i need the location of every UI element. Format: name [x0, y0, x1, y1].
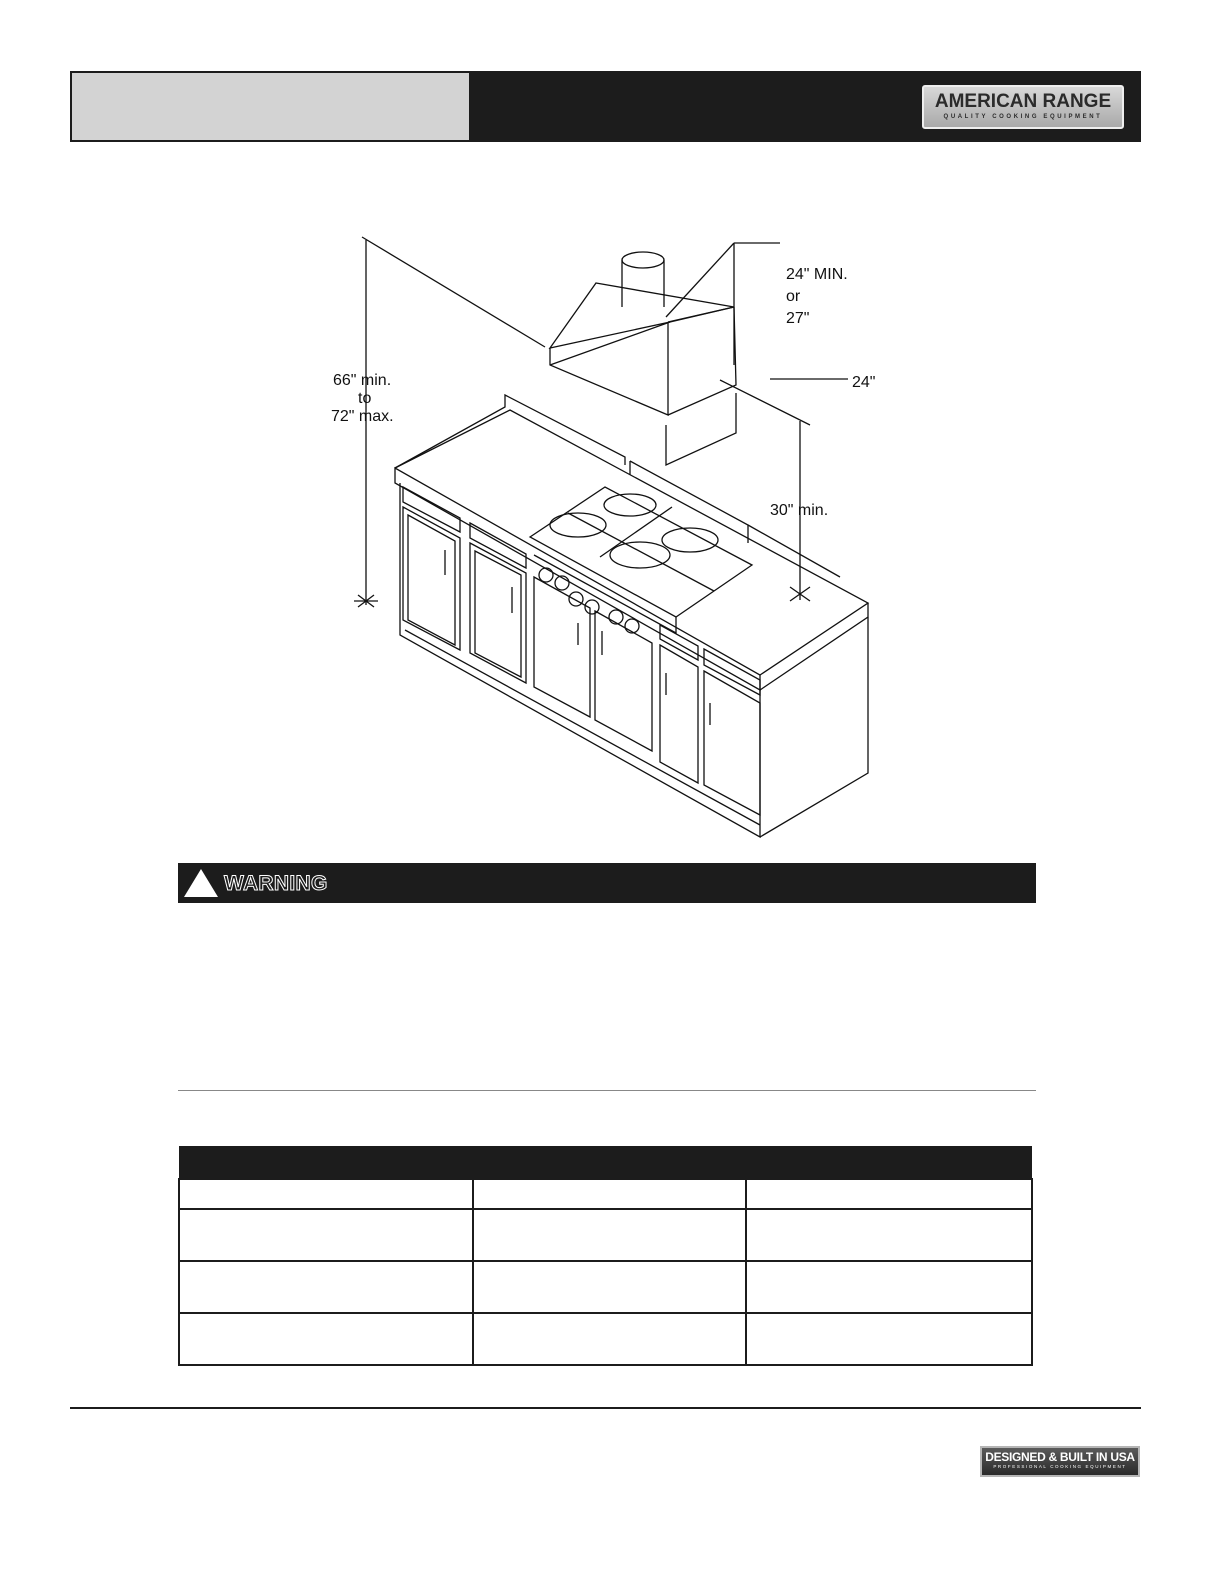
- hood: [550, 252, 736, 415]
- designed-built-usa-badge: [980, 1446, 1140, 1477]
- header-title-panel: [72, 73, 469, 140]
- counter: [395, 395, 868, 837]
- page-header: [70, 71, 1141, 142]
- height-label-line2: to: [358, 390, 372, 407]
- specification-table: [178, 1146, 1033, 1366]
- hood-label-line3: 27": [786, 310, 810, 327]
- table-cell: [473, 1261, 746, 1313]
- table-row: [179, 1313, 1032, 1365]
- depth-label: 24": [852, 374, 876, 391]
- logo-text: AMERICAN RANGE: [934, 91, 1112, 112]
- table-cell: [179, 1313, 473, 1365]
- logo-tagline: QUALITY COOKING EQUIPMENT: [943, 114, 1103, 120]
- height-leader-line: [362, 237, 545, 347]
- badge-text: DESIGNED & BUILT IN USA: [985, 1450, 1135, 1464]
- table-row: [179, 1179, 1032, 1209]
- table-row: [179, 1209, 1032, 1261]
- table-cell: [473, 1179, 746, 1209]
- table-cell: [473, 1209, 746, 1261]
- table-cell: [746, 1179, 1032, 1209]
- warning-triangle-icon: [183, 868, 219, 898]
- warning-label: WARNING: [224, 872, 328, 895]
- warning-banner: [178, 863, 1036, 903]
- hood-clearance-diagram: [300, 225, 900, 850]
- table-header: [179, 1146, 1032, 1179]
- table-cell: [179, 1261, 473, 1313]
- american-range-logo: [922, 85, 1124, 129]
- height-label-line1: 66" min.: [333, 372, 392, 389]
- table-cell: [746, 1313, 1032, 1365]
- table-cell: [473, 1313, 746, 1365]
- section-divider: [178, 1090, 1036, 1091]
- table-cell: [179, 1209, 473, 1261]
- footer-divider: [70, 1407, 1141, 1409]
- table-cell: [746, 1209, 1032, 1261]
- table-cell: [746, 1261, 1032, 1313]
- clearance-label: 30" min.: [770, 502, 829, 519]
- table-cell: [179, 1179, 473, 1209]
- hood-label-line1: 24" MIN.: [786, 266, 848, 283]
- table-row: [179, 1261, 1032, 1313]
- hood-label-line2: or: [786, 288, 801, 305]
- height-label-line3: 72" max.: [331, 408, 394, 425]
- badge-tagline: PROFESSIONAL COOKING EQUIPMENT: [993, 1464, 1127, 1469]
